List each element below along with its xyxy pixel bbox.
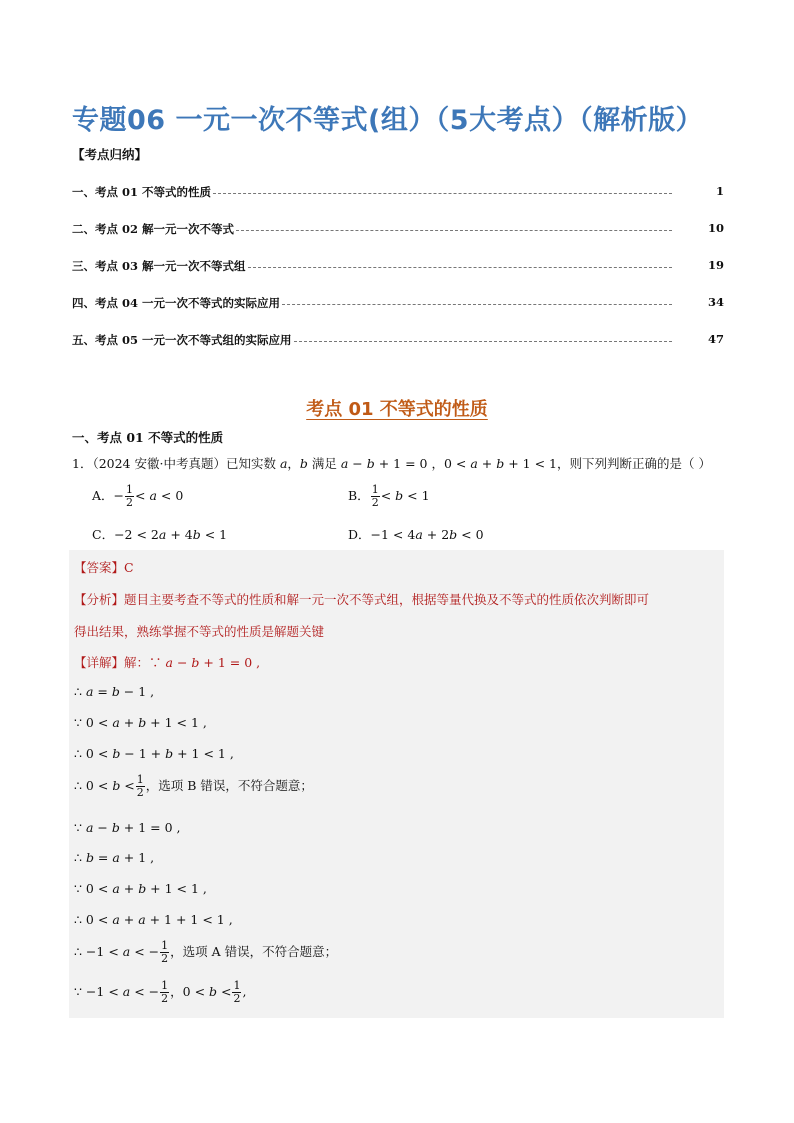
toc-entry[interactable] [72, 295, 724, 332]
step-line: ∴ −1 < a < − $\frac{1}{2}$ ，选项 A 错误，不符合题意； [74, 939, 338, 965]
document-title: 专题06 一元一次不等式(组）（5大考点）（解析版） [72, 105, 704, 136]
table-of-contents [72, 184, 724, 369]
step-line: ∴ 0 < b < $\frac{1}{2}$ ，选项 B 错误，不符合题意； [74, 773, 313, 799]
question-stem: 1．（2024 安徽·中考真题）已知实数 a，b 满足 a − b + 1 = 0 ，0 < a + b + 1 < 1，则下列判断正确的是（ ） [72, 456, 711, 471]
answer-panel [69, 550, 724, 1018]
step-line: ∵ 0 < a + b + 1 < 1 , [74, 715, 207, 730]
question-stem-suffix: ，则下列判断正确的是（ ） [557, 456, 711, 471]
toc-entry-label: 五、考点 05 一元一次不等式组的实际应用 [72, 333, 292, 347]
toc-entry-label: 四、考点 04 一元一次不等式的实际应用 [72, 296, 281, 310]
toc-leader [213, 184, 672, 194]
toc-entry[interactable] [72, 221, 724, 258]
option-c[interactable]: C．−2 < 2a + 4b < 1 [92, 527, 228, 542]
toc-leader [282, 295, 672, 305]
toc-entry-page: 10 [707, 221, 724, 235]
answer-value: C [124, 560, 134, 575]
toc-entry-page: 19 [707, 258, 724, 272]
toc-entry-label: 二、考点 02 解一元一次不等式 [72, 222, 235, 236]
summary-heading: 【考点归纳】 [72, 147, 148, 162]
section-title [0, 395, 794, 421]
toc-entry[interactable] [72, 332, 724, 369]
toc-entry-page: 47 [707, 332, 724, 346]
toc-leader [294, 332, 672, 342]
toc-entry-page: 1 [715, 184, 724, 198]
analysis-line: 【分析】题目主要考查不等式的性质和解一元一次不等式组，根据等量代换及不等式的性质依次判断即可 [74, 592, 650, 607]
step-line: ∴ b = a + 1 , [74, 850, 155, 865]
step-line: ∴ 0 < a + a + 1 + 1 < 1 , [74, 912, 233, 927]
analysis-line-2: 得出结果，熟练掌握不等式的性质是解题关键 [74, 624, 325, 639]
option-a[interactable]: A．− $\frac{1}{2}$ < a < 0 [92, 483, 184, 509]
option-b[interactable]: B． $\frac{1}{2}$ < b < 1 [348, 483, 430, 509]
step-line: ∴ a = b − 1 , [74, 684, 155, 699]
section-title-text: 考点 01 不等式的性质 [306, 399, 488, 420]
step-line: ∵ 0 < a + b + 1 < 1 , [74, 881, 207, 896]
toc-leader [248, 258, 672, 268]
step-line: ∵ −1 < a < − $\frac{1}{2}$ ，0 < b < $\frac{1}{2}$ , [74, 979, 247, 1005]
detail-line: 【详解】解：∵ a − b + 1 = 0 , [74, 655, 261, 670]
step-line: ∴ 0 < b − 1 + b + 1 < 1 , [74, 746, 234, 761]
sub-heading: 一、考点 01 不等式的性质 [72, 430, 224, 445]
question-stem-prefix: 1．（2024 安徽·中考真题）已知实数 [72, 456, 280, 471]
toc-entry-page: 34 [707, 295, 724, 309]
step-line: ∵ a − b + 1 = 0 , [74, 820, 181, 835]
toc-entry-label: 一、考点 01 不等式的性质 [72, 185, 212, 199]
option-d[interactable]: D．−1 < 4a + 2b < 0 [348, 527, 484, 542]
answer-line: 【答案】C [74, 560, 134, 575]
toc-entry-label: 三、考点 03 解一元一次不等式组 [72, 259, 246, 273]
toc-leader [236, 221, 672, 231]
toc-entry[interactable] [72, 184, 724, 221]
toc-entry[interactable] [72, 258, 724, 295]
